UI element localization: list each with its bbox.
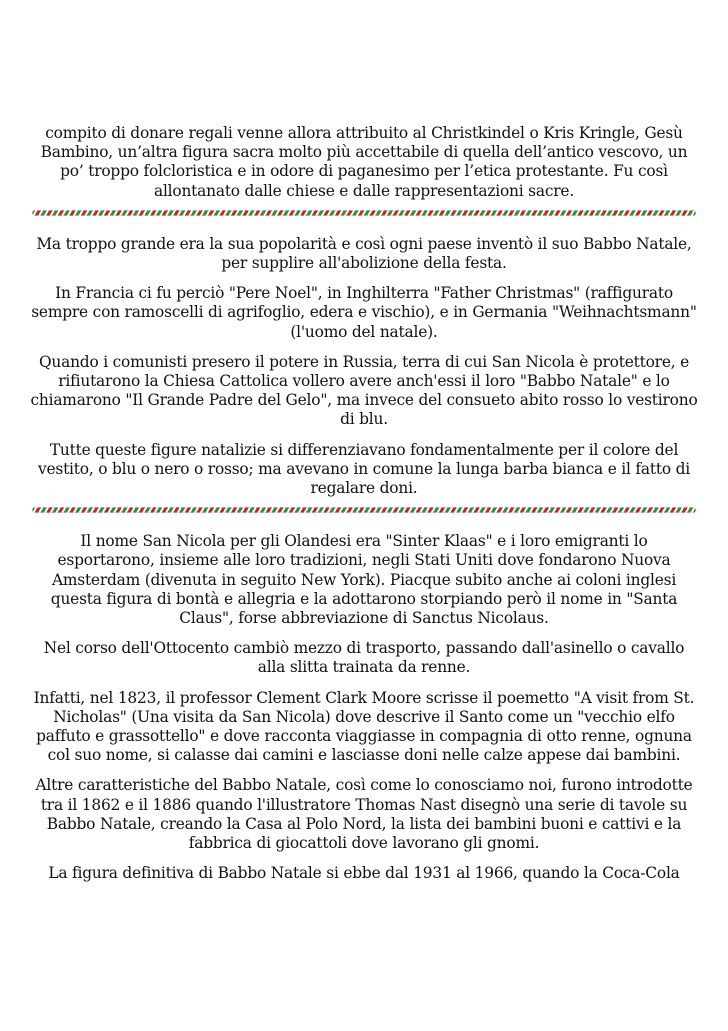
paragraph-transport: Nel corso dell'Ottocento cambiò mezzo di trasporto, passando dall'asinello o cavallo alla slitta trainata da renne. xyxy=(43,639,685,677)
paragraph-russia: Quando i comunisti presero il potere in Russia, terra di cui San Nicola è protettore, e rifiutarono la Chiesa Cattolica vollero avere anch'essi il loro "Babbo Natale" e lo chiamarono "Il Grande Padre del Gelo", ma invece del consueto abito rosso lo vestirono di blu. xyxy=(30,352,698,429)
paragraph-thomas-nast: Altre caratteristiche del Babbo Natale, così come lo conosciamo noi, furono introdotte tra il 1862 e il 1886 quando l'illustratore Thomas Nast disegnò una serie di tavole su Babbo Natale, creando la Casa al Polo Nord, la lista dei bambini buoni e cattivi e la fabbrica di giocattoli dove lavorano gli gnomi. xyxy=(35,776,693,853)
paragraph-colors: Tutte queste figure natalizie si differenziavano fondamentalmente per il colore del vestito, o blu o nero o rosso; ma avevano in comune la lunga barba bianca e il fatto di regalare doni. xyxy=(37,440,691,498)
paragraph-france-england-germany: In Francia ci fu perciò "Pere Noel", in Inghilterra "Father Christmas" (raffigurato sempre con ramoscelli di agrifoglio, edera e vischio), e in Germania "Weihnachtsmann" (l'uomo del natale). xyxy=(31,284,697,341)
paragraph-popularity: Ma troppo grande era la sua popolarità e così ogni paese inventò il suo Babbo Natale, per supplire all'abolizione della festa. xyxy=(36,234,692,273)
candy-stripe-divider xyxy=(32,210,696,216)
document-page xyxy=(30,124,698,884)
paragraph-moore-poem: Infatti, nel 1823, il professor Clement Clark Moore scrisse il poemetto "A visit from St. Nicholas" (Una visita da San Nicola) dove descrive il Santo come un "vecchio elfo paffuto e grassottello" e dove racconta viaggiasse in compagnia di otto renne, ognuna col suo nome, si calasse dai camini e lasciasse doni nelle calze appese dai bambini. xyxy=(33,688,695,765)
paragraph-sinter-klaas: Il nome San Nicola per gli Olandesi era "Sinter Klaas" e i loro emigranti lo esportarono, insieme alle loro tradizioni, negli Stati Uniti dove fondarono Nuova Amsterdam (divenuta in seguito New York). Piacque subito anche ai coloni inglesi questa figura di bontà e allegria e la adottarono storpiando però il nome in "Santa Claus", forse abbreviazione di Sanctus Nicolaus. xyxy=(50,532,678,628)
paragraph-christkindel: compito di donare regali venne allora attribuito al Christkindel o Kris Kringle, Gesù Bambino, un’altra figura sacra molto più accettabile di quella dell’antico vescovo, un po’ troppo folcloristica e in odore di paganesimo per l’etica protestante. Fu così allontanato dalle chiese e dalle rappresentazioni sacre. xyxy=(40,124,688,200)
candy-stripe-divider xyxy=(32,507,696,513)
paragraph-coca-cola: La figura definitiva di Babbo Natale si ebbe dal 1931 al 1966, quando la Coca-Cola xyxy=(48,864,680,883)
